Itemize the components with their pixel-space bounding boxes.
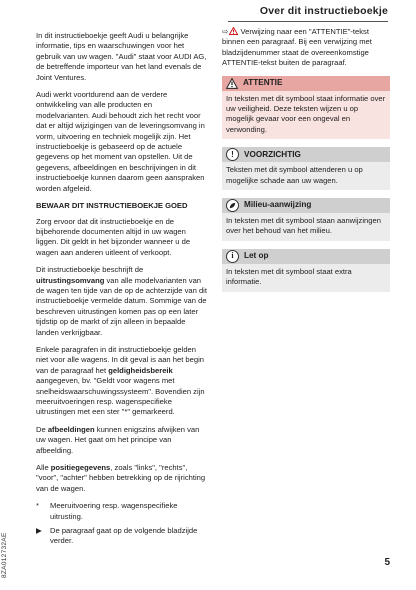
reference-arrow-icon: ⇨ (222, 27, 229, 36)
development-paragraph: Audi werkt voortdurend aan de verdere ontwikkeling van alle producten en modelvarianten. Audi behoudt zich het recht voor dat er altijd wijzigingen van de leveringsomvang in vorm, uitvoering en techniek mogelijk zijn. Het instructieboekje is gebaseerd op de actuele gegevens op het moment van opstellen. Uit de gegevens, afbeeldingen en beschrijvingen in dit instructieboekje kunnen daarom geen aanspraken worden afgeleid. (36, 90, 205, 193)
attentie-box (222, 76, 390, 140)
exclamation-circle-icon: ! (226, 148, 239, 161)
document-code: 8ZA012732AE (1, 532, 8, 578)
letop-header (222, 249, 390, 264)
continue-arrow-icon: ▶ (36, 526, 42, 536)
letop-title: Let op (244, 251, 269, 261)
right-column (222, 27, 390, 300)
leaf-circle-icon (226, 199, 239, 212)
voorzichtig-title: VOORZICHTIG (244, 149, 301, 159)
page-title: Over dit instructieboekje (259, 5, 388, 17)
milieu-text: In teksten met dit symbool staan aanwijzingen over het behoud van het milieu. (222, 213, 390, 241)
symbol-list (36, 501, 208, 547)
voorzichtig-text: Teksten met dit symbool attenderen u op mogelijke schade aan uw wagen. (222, 162, 390, 190)
validity-paragraph: Enkele paragrafen in dit instructieboekje gelden niet voor alle wagens. In dit geval is aan het begin van de paragraaf het geldigheidsbereik aangegeven, bv. "Geldt voor wagens met snelheidswaarschuwingssysteem". Bovendien zijn meeruitvoeringen resp. wagenspecifieke uitrustingen met een ster "*" gemarkeerd. (36, 344, 205, 417)
info-circle-icon: i (226, 250, 239, 263)
page-header (0, 0, 416, 24)
intro-paragraph: In dit instructieboekje geeft Audi u belangrijke informatie, tips en waarschuwingen voor het gebruik van uw wagen. "Audi" staat voor AUDI AG, de betreffende importeur van het land evenals de Joint Ventures. (36, 31, 207, 82)
reference-paragraph: ⇨ Verwijzing naar een "ATTENTIE"-tekst binnen een paragraaf. Bij een verwijzing met bladzijdenummer staat de overeenkomstige ATTENTIE-tekst buiten de paragraaf. (222, 27, 372, 68)
images-paragraph: De afbeeldingen kunnen enigszins afwijken van uw wagen. Het gaat om het principe van afbeelding. (36, 424, 200, 455)
attentie-header (222, 76, 390, 91)
position-paragraph: Alle positiegegevens, zoals "links", "rechts", "voor", "achter" hebben betrekking op de rijrichting van de wagen. (36, 463, 206, 493)
milieu-title: Milieu-aanwijzing (244, 200, 312, 210)
keep-manual-paragraph: Zorg ervoor dat dit instructieboekje en de bijbehorende documenten altijd in uw wagen liggen. Dit geldt in het bijzonder wanneer u de wagen aan anderen uitleent of verkoopt. (36, 216, 191, 257)
left-column (36, 31, 208, 551)
list-item: ▶ De paragraaf gaat op de volgende bladzijde verder. (36, 526, 198, 546)
attentie-title: ATTENTIE (243, 77, 283, 87)
warning-triangle-icon (226, 78, 238, 89)
list-item: * Meeruitvoering resp. wagenspecifieke uitrusting. (36, 501, 178, 521)
equipment-paragraph: Dit instructieboekje beschrijft de uitrustingsomvang van alle modelvarianten van de wagen ten tijde van de op de achterzijde van dit instructieboekje vermelde datum. Sommige van de beschreven uitrustingen komen pas op een later tijdstip op de markt of zijn alleen in bepaalde landen verkrijgbaar. (36, 265, 207, 337)
letop-text: In teksten met dit symbool staat extra informatie. (222, 264, 390, 292)
header-rule (228, 21, 388, 22)
voorzichtig-header (222, 147, 390, 162)
milieu-header (222, 198, 390, 213)
voorzichtig-box (222, 147, 390, 190)
letop-box (222, 249, 390, 292)
page-number: 5 (384, 557, 390, 568)
attentie-text: In teksten met dit symbool staat informatie over uw veiligheid. Deze teksten wijzen u op mogelijk gevaar voor een ongeval en verwonding. (222, 91, 390, 140)
asterisk-symbol: * (36, 501, 39, 511)
section-heading: BEWAAR DIT INSTRUCTIEBOEKJE GOED (36, 201, 188, 211)
milieu-box (222, 198, 390, 241)
